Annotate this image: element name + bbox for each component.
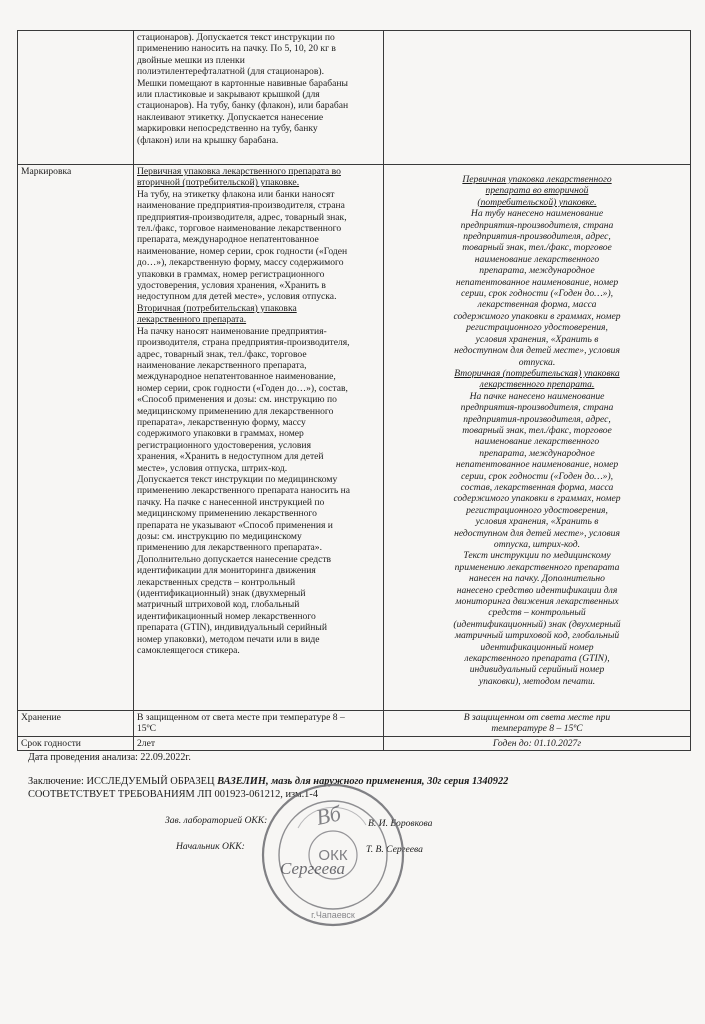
spec-table (17, 30, 691, 751)
text-line: тел./факс, торговое наименование лекарственного (137, 223, 342, 235)
text-line: Вторичная (потребительская) упаковка (137, 302, 297, 314)
text-line: применению наносить на пачку. По 5, 10, 20 кг в (137, 43, 336, 55)
text-line: препарата (GTIN), индивидуальный серийный (137, 622, 327, 634)
text-line: до…»), лекарственную форму, массу содержимого (137, 257, 344, 269)
text-line: товарный знак, тел./факс, торговое (462, 242, 612, 254)
stamp-city-text: г.Чапаевск (311, 910, 355, 920)
text-line: наименование лекарственного (474, 436, 600, 448)
text-line: идентификационный номер (480, 641, 594, 653)
text-line: маркировки непосредственно на тубу, банку (137, 123, 318, 135)
text-line: 15ºС (137, 723, 156, 735)
text-line: наклеивают этикетку. Допускается нанесение (137, 111, 324, 123)
text-line: наименование лекарственного (474, 253, 600, 265)
text-line: идентификации для мониторинга движения (137, 565, 316, 577)
text-line: препарата не указывают «Способ применения и (137, 519, 333, 531)
text-line: лекарственного препарата. (137, 314, 247, 326)
text-line: международное непатентованное наименование, (137, 371, 336, 383)
text-line: полиэтилентерефталатной (для стационаров). (137, 66, 324, 78)
text-line: предприятия-производителя, адрес, (463, 413, 611, 425)
text-line: (идентификационный) знак (двухмерный (137, 588, 306, 600)
text-line: упаковки в граммах, номер регистрационного (137, 268, 325, 280)
sample-name: ВАЗЕЛИН, мазь для наружного применения, 30г серия 1340922 (217, 776, 509, 787)
text-line: температуре 8 – 15ºС (491, 723, 583, 735)
text-line: стационаров). Допускается текст инструкции по (137, 32, 335, 43)
text-line: предприятия-производителя, адрес, товарный знак, (137, 211, 347, 223)
result-cell (384, 31, 691, 165)
section-text (387, 391, 687, 688)
text-line: номер упаковки), методом печати или в виде (137, 633, 320, 645)
text-line: Первичная упаковка лекарственного препарата во (137, 166, 341, 177)
text-line: индивидуальный серийный номер (469, 664, 605, 676)
text-line: непатентованное наименование, номер (455, 276, 619, 288)
text-line: В защищенном от света месте при температуре 8 – (137, 712, 345, 723)
text-line: мониторинга движения лекарственных (455, 596, 619, 608)
signature-handwriting: Сергеева (280, 859, 345, 878)
text-line: препарата во вторичной (485, 185, 589, 197)
text-line: Вторичная (потребительская) упаковка (454, 367, 620, 379)
text-line: препарата, международное непатентованное (137, 234, 319, 246)
text-line: «Способ применения и дозы: см. инструкцию по (137, 394, 337, 406)
text-line: недоступном для детей месте», условия (454, 527, 620, 539)
text-line: серии, срок годности («Годен до…»), (460, 470, 614, 482)
text-line: хранения, «Хранить в недоступном для детей (137, 451, 324, 463)
text-line: Дополнительно допускается нанесение средств (137, 553, 332, 565)
text-line: применению лекарственного препарата (454, 561, 620, 573)
conclusion-line-2: СООТВЕТСТВУЕТ ТРЕБОВАНИЯМ ЛП 001923-061212, изм.1-4 (28, 788, 319, 800)
text-line: недоступном для детей месте», условия отпуска. (137, 291, 337, 303)
table-row (18, 737, 691, 751)
text-line: идентификационный номер лекарственного (137, 610, 316, 622)
result-cell-storage (384, 711, 691, 737)
text-line: На тубу, на этикетку флакона или банки наносят (137, 188, 335, 200)
text-line: применению лекарственного препарата наносить на (137, 485, 351, 497)
text-line: Текст инструкции по медицинскому (463, 550, 611, 562)
text-line: непатентованное наименование, номер (455, 459, 619, 471)
stamp-handwriting: Вб (313, 800, 344, 830)
requirement-cell-storage (134, 711, 384, 737)
row-label-storage: Хранение (18, 711, 134, 737)
text-line: медицинскому применению лекарственного (137, 508, 317, 520)
text-line: нанесен на пачку. Дополнительно (469, 573, 605, 585)
text-line: условия хранения, «Хранить в (475, 333, 599, 345)
text-line: наименование, номер серии, срок годности («Годен (137, 245, 348, 257)
text-line: препарата», лекарственную форму, массу (137, 416, 306, 428)
text-line: недоступном для детей месте», условия (454, 345, 620, 357)
text-line: товарный знак, тел./факс, торговое (462, 424, 612, 436)
text-line: регистрационного удостоверения, условия (137, 439, 311, 451)
text-line: вторичной (потребительской) упаковке. (137, 177, 300, 189)
text-line: Первичная упаковка лекарственного (462, 174, 612, 185)
result-cell-marking (384, 165, 691, 711)
result-cell-shelf-life: Годен до: 01.10.2027г (384, 737, 691, 751)
text-line: лекарственного препарата. (479, 379, 595, 391)
text-line: медицинскому применению для лекарственного (137, 405, 334, 417)
conclusion-prefix: Заключение: ИССЛЕДУЕМЫЙ ОБРАЗЕЦ (28, 776, 218, 787)
text-line: предприятия-производителя, адрес, (463, 231, 611, 243)
text-line: препарата, международное (479, 447, 595, 459)
table-row (18, 31, 691, 165)
text-line: На пачке нанесено наименование (469, 390, 605, 402)
text-line: В защищенном от света месте при (463, 712, 611, 723)
section-text (137, 189, 380, 303)
text-line: матричный штриховой код, глобальный (137, 599, 300, 611)
text-line: На пачку наносят наименование предприятия- (137, 325, 327, 337)
requirement-cell-marking (134, 165, 384, 711)
section-heading (137, 303, 380, 326)
section-heading (387, 368, 687, 391)
text-line: (флакон) или на крышку барабана. (137, 134, 279, 146)
text-line: Мешки помещают в картонные навивные барабаны (137, 77, 348, 89)
text-line: номер серии, срок годности («Годен до…»), состав, (137, 382, 348, 394)
text-line: препарата, международное (479, 265, 595, 277)
section-heading (137, 166, 380, 189)
text-line: самоклеящегося стикера. (137, 645, 240, 657)
text-line: отпуска, штрих-код. (493, 539, 581, 550)
row-label (18, 31, 134, 165)
analysis-date: Дата проведения анализа: 22.09.2022г. (28, 752, 191, 763)
text-line: лекарственных средств – контрольный (137, 576, 296, 588)
text-line: упаковки), методом печати. (478, 675, 596, 687)
stamp-center-text: ОКК (318, 847, 348, 864)
text-line: лекарственного препарата (GTIN), (464, 653, 610, 665)
table-row (18, 711, 691, 737)
text-line: удостоверения, условия хранения, «Хранить в (137, 280, 326, 292)
text-line: месте», условия отпуска, штрих-код. (137, 462, 288, 474)
text-line: средств – контрольный (488, 607, 586, 619)
round-stamp-icon (258, 780, 408, 930)
text-line: адрес, товарный знак, тел./факс, торговое (137, 348, 307, 360)
qc-chief-title: Начальник ОКК: (176, 841, 245, 852)
text-line: стационаров). На тубу, банку (флакон), или барабан (137, 100, 349, 112)
text-line: предприятия-производителя, страна (460, 219, 614, 231)
section-text (387, 208, 687, 368)
section-heading (387, 174, 687, 208)
text-line: содержимого упаковки в граммах, номер (137, 428, 304, 440)
text-line: (идентификационный) знак (двухмерный (453, 618, 621, 630)
text-line: отпуска. (518, 356, 556, 368)
text-line: наименование лекарственного препарата, (137, 359, 307, 371)
text-line: Допускается текст инструкции по медицинскому (137, 473, 338, 485)
requirement-cell (134, 31, 384, 165)
text-line: нанесено средство идентификации для (456, 584, 618, 596)
text-line: содержимого упаковки в граммах, номер (453, 310, 621, 322)
text-line: предприятия-производителя, страна (460, 402, 614, 414)
qc-chief-name: Т. В. Сергеева (366, 844, 423, 855)
text-line: серии, срок годности («Годен до…»), (460, 288, 614, 300)
text-line: пачку. На пачке с нанесенной инструкцией по (137, 496, 325, 508)
text-line: На тубу нанесено наименование (470, 208, 604, 220)
row-label-shelf-life: Срок годности (18, 737, 134, 751)
text-line: или пластиковые и закрывают крышкой (для (137, 89, 320, 101)
text-line: дозы: см. инструкцию по медицинскому (137, 531, 302, 542)
text-line: содержимого упаковки в граммах, номер (453, 493, 621, 505)
lab-head-title: Зав. лабораторией ОКК: (165, 815, 268, 826)
text-line: условия хранения, «Хранить в (475, 516, 599, 528)
text-line: наименование предприятия-производителя, страна (137, 200, 345, 212)
text-line: регистрационного удостоверения, (466, 504, 608, 516)
lab-head-name: В. И. Боровкова (368, 818, 433, 829)
text-line: состав, лекарственная форма, масса (460, 481, 614, 493)
text-line: применению для лекарственного препарата». (137, 542, 323, 554)
text-line: лекарственная форма, масса (477, 299, 597, 311)
section-text (137, 326, 380, 657)
text-line: матричный штриховой код, глобальный (454, 630, 620, 642)
row-label-marking: Маркировка (18, 165, 134, 711)
table-row (18, 165, 691, 711)
text-line: двойные мешки из пленки (137, 54, 245, 66)
requirement-cell-shelf-life: 2лет (134, 737, 384, 751)
text-line: (потребительской) упаковке. (477, 196, 597, 208)
text-line: регистрационного удостоверения, (466, 322, 608, 334)
text-line: производителя, страна предприятия-производителя, (137, 337, 350, 349)
